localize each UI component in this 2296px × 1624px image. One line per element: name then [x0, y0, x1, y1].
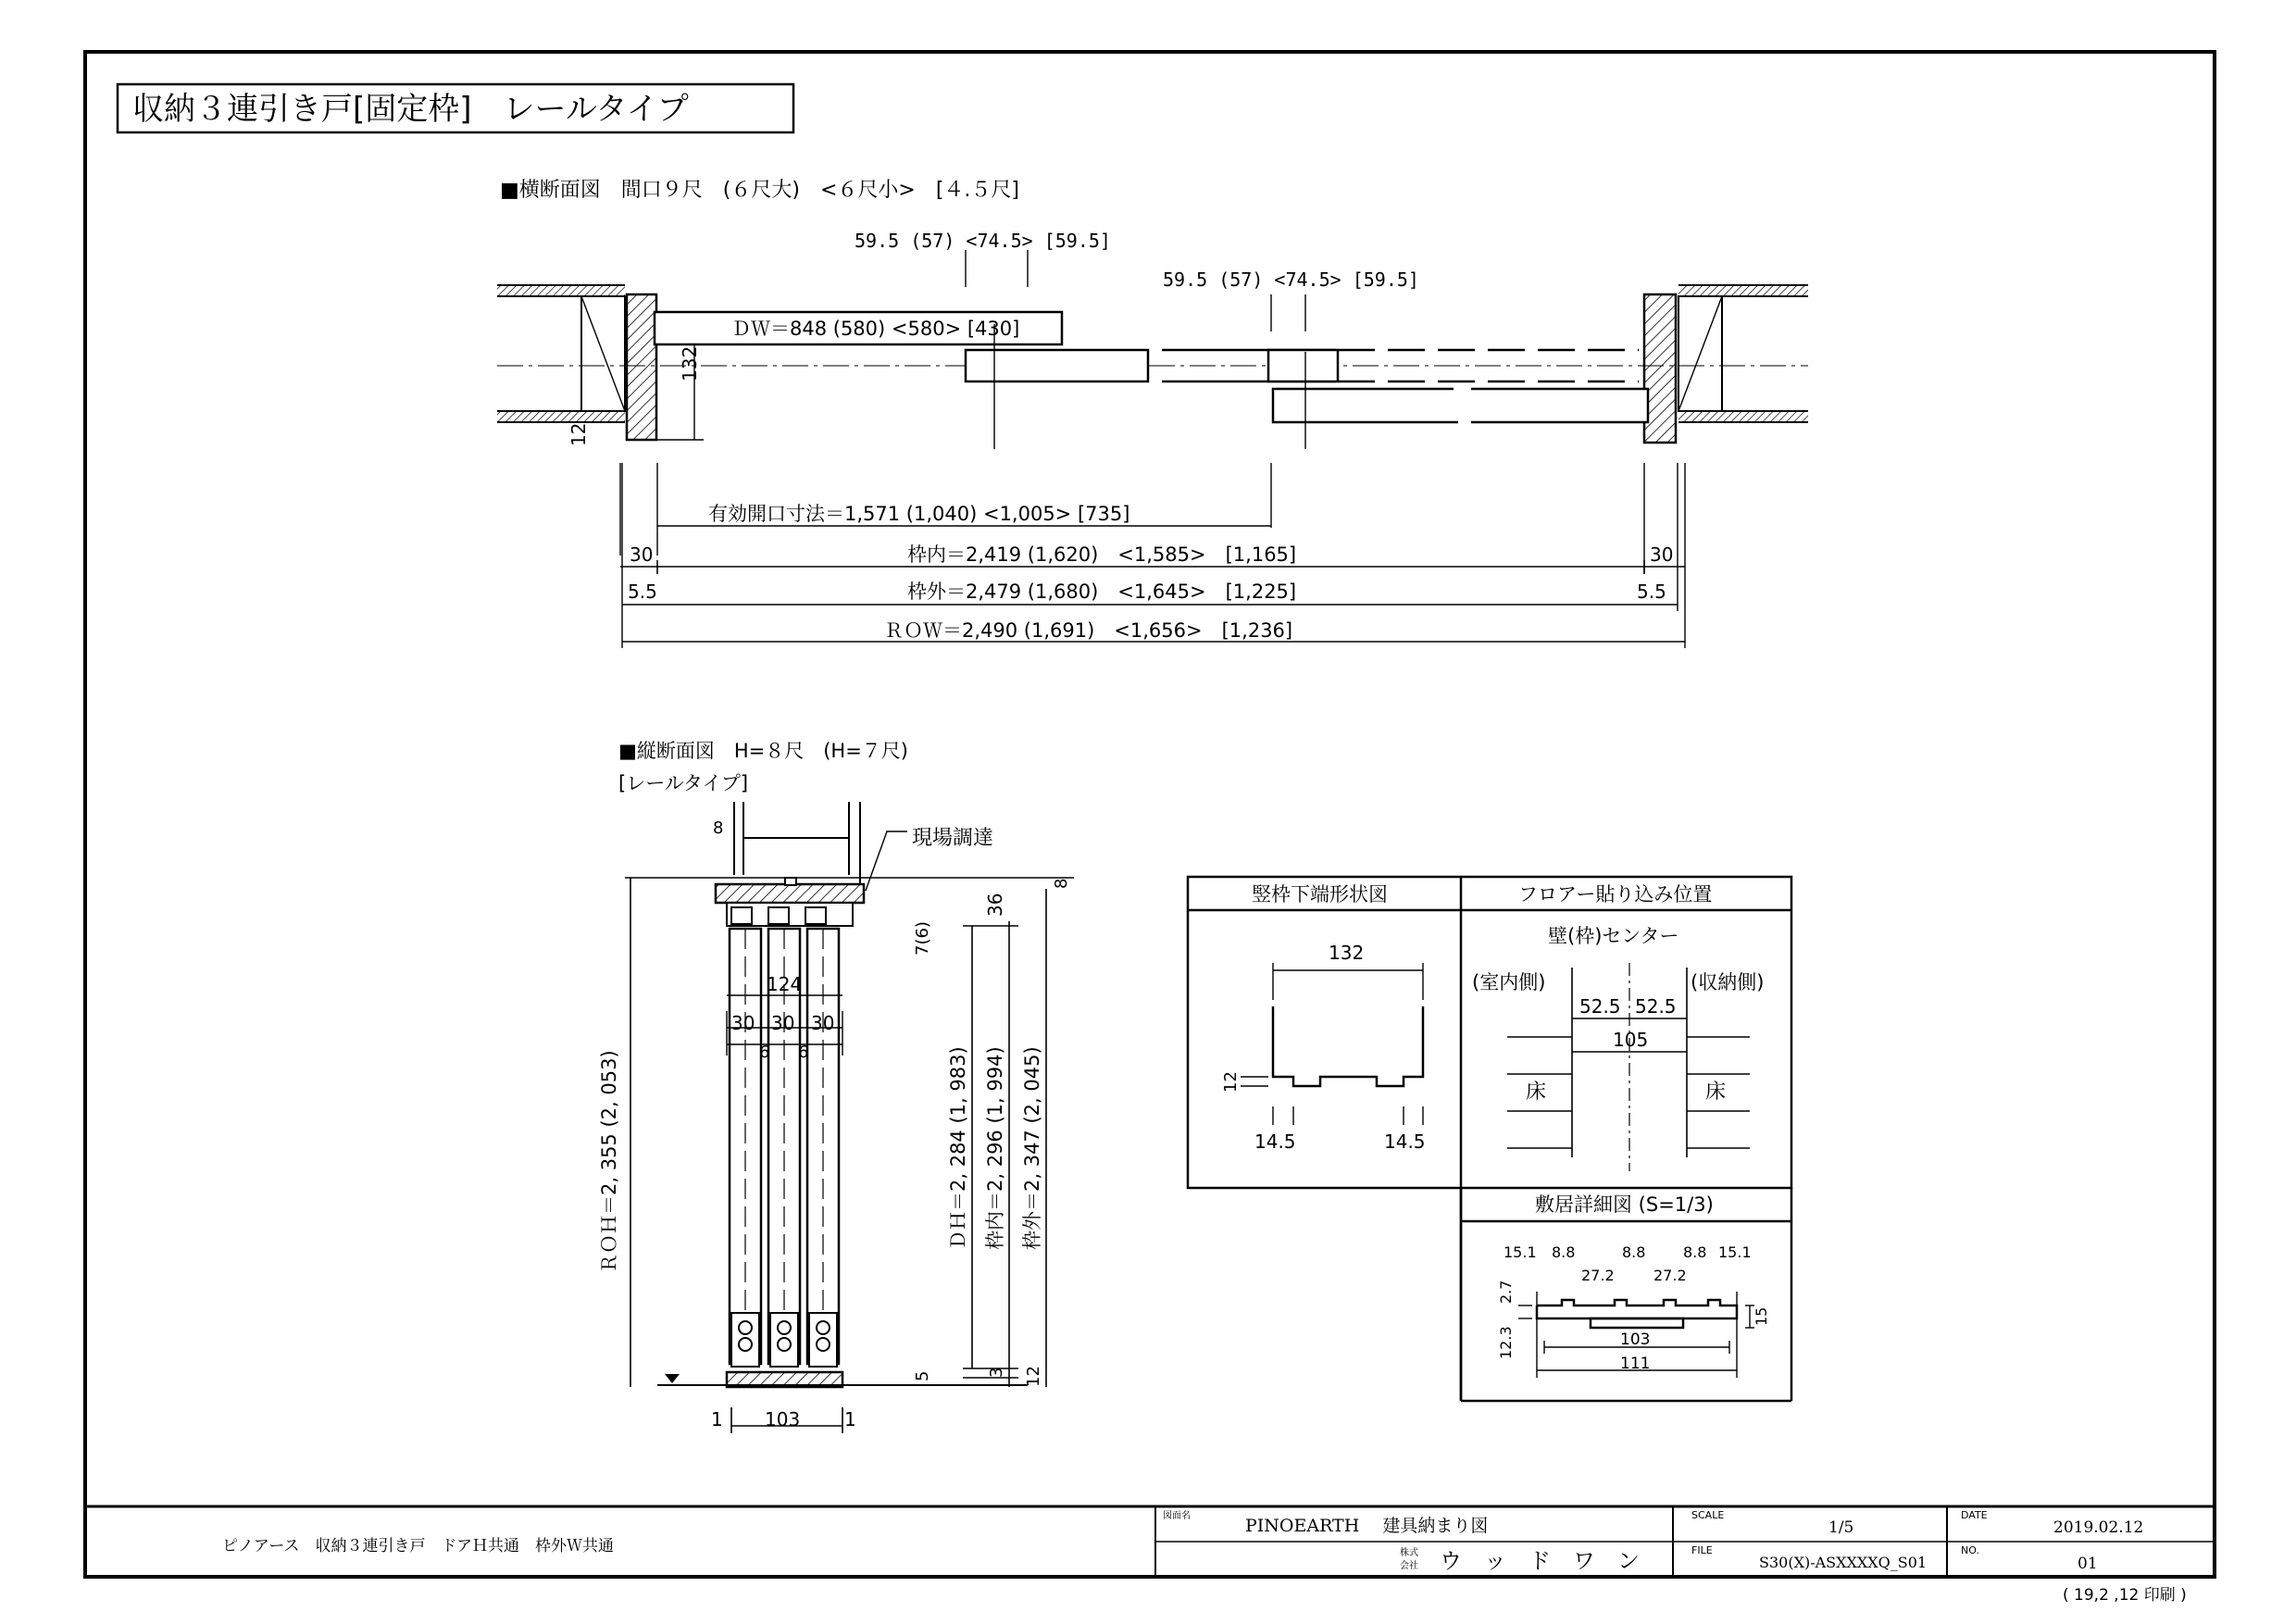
date-label: DATE [1961, 1509, 1988, 1521]
dim-row: ＲＯＷ＝2,490 (1,691) <1,656> [1,236] [884, 619, 1293, 642]
section-subheading: [レールタイプ] [618, 772, 749, 794]
sill-272a: 27.2 [1581, 1267, 1615, 1284]
plan-heading: ■横断面図 間口９尺 (６尺大) <６尺小> [４.５尺] [500, 179, 1019, 202]
floor-dim-105: 105 [1613, 1029, 1649, 1051]
fb-dim-145b: 14.5 [1384, 1131, 1426, 1153]
dim-30a: 30 [731, 1012, 755, 1034]
right-wall [1678, 285, 1808, 422]
sill-15: 15 [1753, 1306, 1770, 1326]
dim-top-right: 59.5 (57) <74.5> [59.5] [1163, 269, 1419, 291]
file-label: FILE [1691, 1544, 1713, 1556]
dim-1b: 1 [844, 1408, 856, 1430]
dim-132: 132 [679, 345, 701, 381]
drawing-name-label: 図面名 [1163, 1511, 1191, 1521]
company-label-1: 株式 [1400, 1548, 1418, 1558]
floor-dim-525b: 52.5 [1635, 995, 1677, 1018]
sill-111: 111 [1620, 1355, 1651, 1373]
frame-bottom-title: 竪枠下端形状図 [1252, 883, 1388, 906]
dim-6b: 6 [798, 1043, 809, 1062]
company-name: ウ ッ ド ワ ン [1440, 1548, 1640, 1574]
dim-dw: ＤＷ＝848 (580) <580> [430] [731, 318, 1020, 340]
dim-12v: 12 [1024, 1366, 1043, 1387]
dim-3: 3 [987, 1367, 1006, 1378]
plan-section [497, 179, 1808, 648]
rollers [731, 1313, 837, 1367]
dim-outer: 枠外＝2,479 (1,680) <1,645> [1,225] [907, 581, 1297, 603]
left-wall [497, 285, 625, 422]
dim-30-left: 30 [630, 543, 654, 566]
floor-position-detail [1472, 883, 1764, 1171]
dim-36: 36 [984, 893, 1006, 917]
company-label-2: 会社 [1400, 1561, 1418, 1571]
floor-dim-525a: 52.5 [1579, 995, 1621, 1018]
dim-roh: ＲＯＨ＝2, 355 (2, 053) [598, 1050, 620, 1273]
dim-124: 124 [767, 973, 803, 995]
vertical-section [598, 740, 1074, 1433]
sill-88c: 8.8 [1683, 1243, 1707, 1261]
dim-7: 7(6) [913, 921, 932, 956]
sheet-border [85, 52, 2215, 1577]
floor-center-label: 壁(枠)センター [1548, 925, 1679, 947]
head-frame [716, 884, 864, 903]
fb-dim-145a: 14.5 [1254, 1131, 1296, 1153]
field-adjust-label: 現場調達 [912, 827, 994, 850]
scale-label: SCALE [1691, 1509, 1725, 1521]
dim-103: 103 [765, 1408, 801, 1430]
sill-88a: 8.8 [1552, 1243, 1576, 1261]
sill-123: 12.3 [1497, 1326, 1515, 1359]
sill-272b: 27.2 [1653, 1267, 1687, 1284]
sill-151a: 15.1 [1504, 1243, 1537, 1261]
frame-bottom-detail [1221, 883, 1426, 1153]
drawing-title: 収納３連引き戸[固定枠] レールタイプ [132, 91, 689, 128]
date-value: 2019.02.12 [2053, 1518, 2144, 1537]
dim-outer-h: 枠外＝2, 347 (2, 045) [1021, 1046, 1043, 1250]
dim-55-left: 5.5 [628, 581, 657, 603]
floor-left-label: 床 [1526, 1081, 1547, 1104]
dim-dh: ＤＨ＝2, 284 (1, 983) [947, 1046, 969, 1250]
no-label: NO. [1961, 1544, 1979, 1556]
dim-opening: 有効開口寸法＝1,571 (1,040) <1,005> [735] [708, 503, 1130, 525]
left-frame [627, 294, 656, 440]
project-name: ピノアース 収納３連引き戸 ドアＨ共通 枠外Ｗ共通 [222, 1537, 614, 1555]
sill-88b: 8.8 [1622, 1243, 1646, 1261]
section-dim-lines [625, 878, 1074, 1433]
floor-indoor-label: (室内側) [1472, 971, 1546, 993]
no-value: 01 [2078, 1555, 2098, 1573]
dim-6a: 6 [759, 1043, 770, 1062]
floor-storage-label: (収納側) [1691, 971, 1765, 993]
fb-dim-12: 12 [1221, 1071, 1241, 1093]
dim-top-left: 59.5 (57) <74.5> [59.5] [855, 230, 1111, 252]
dim-30-right: 30 [1650, 543, 1674, 566]
file-value: S30(X)-ASXXXXQ_S01 [1759, 1554, 1928, 1571]
dim-5: 5 [913, 1370, 932, 1381]
sill-103: 103 [1620, 1330, 1651, 1349]
dim-inner: 枠内＝2,419 (1,620) <1,585> [1,165] [907, 543, 1297, 566]
sill-27: 2.7 [1497, 1280, 1515, 1304]
drawing-name: PINOEARTH 建具納まり図 [1245, 1516, 1489, 1536]
field-leader [866, 831, 907, 891]
floor-title: フロアー貼り込み位置 [1518, 883, 1713, 906]
fb-dim-132: 132 [1329, 942, 1365, 964]
dim-8a: 8 [713, 818, 724, 838]
floor-mark [665, 1374, 680, 1383]
dim-30b: 30 [771, 1012, 795, 1034]
print-note: ( 19,2 ,12 印刷 ) [2063, 1586, 2187, 1605]
dim-1a: 1 [711, 1408, 723, 1430]
dim-12: 12 [568, 422, 590, 446]
floor-right-label: 床 [1705, 1081, 1727, 1104]
dim-inner-h: 枠内＝2, 296 (1, 994) [984, 1046, 1006, 1250]
sill-title: 敷居詳細図 (S=1/3) [1535, 1193, 1714, 1216]
dim-55-right: 5.5 [1637, 581, 1666, 603]
dim-30c: 30 [811, 1012, 835, 1034]
scale-value: 1/5 [1828, 1518, 1854, 1537]
dim-8b: 8 [1052, 878, 1071, 889]
sill-151b: 15.1 [1718, 1243, 1752, 1261]
section-heading: ■縦断面図 H=８尺 (H=７尺) [618, 740, 908, 762]
door-gap-mask [1458, 385, 1471, 426]
